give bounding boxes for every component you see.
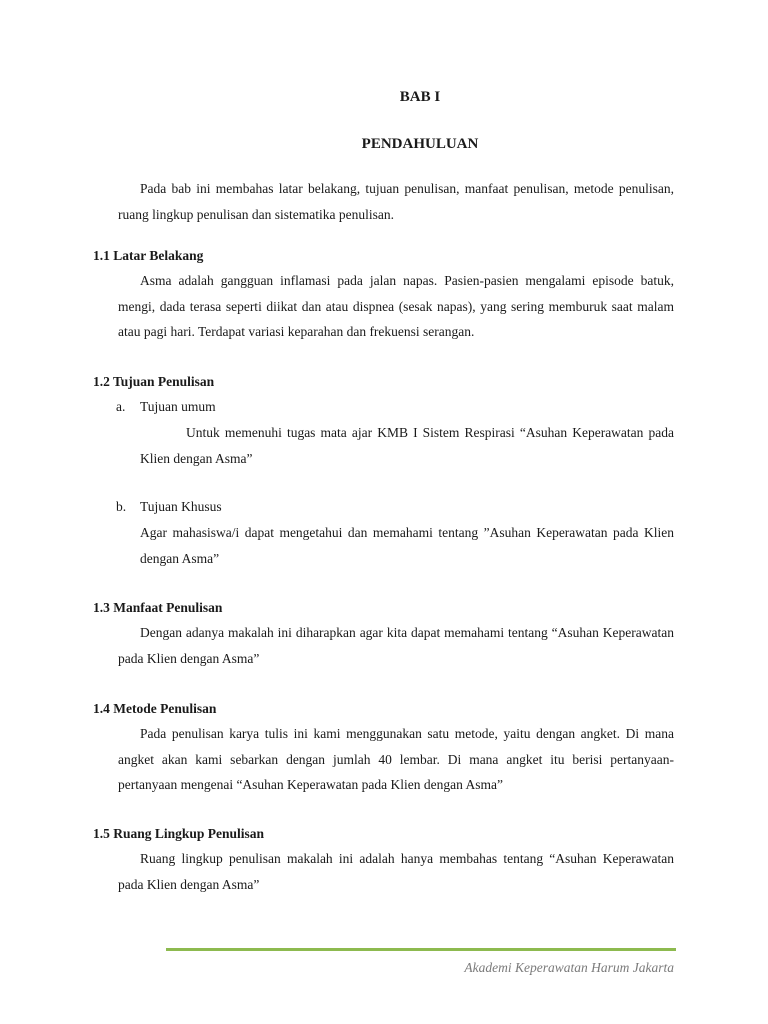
- tujuan-khusus-label: Tujuan Khusus: [140, 499, 222, 514]
- tujuan-umum-label: Tujuan umum: [140, 399, 216, 414]
- section-heading-ruang-lingkup: 1.5 Ruang Lingkup Penulisan: [93, 826, 265, 841]
- list-marker-a: a.: [116, 399, 126, 414]
- chapter-title: PENDAHULUAN: [361, 136, 479, 152]
- section-heading-metode: 1.4 Metode Penulisan: [93, 701, 217, 716]
- metode-paragraph: Pada penulisan karya tulis ini kami menggunakan satu metode, yaitu dengan angket. Di mana angket akan kami sebarkan dengan jumlah 40 lembar. Di mana angket itu berisi pertanyaan-pertanyaan mengenai “Asuhan Keperawatan pada Klien dengan Asma”: [118, 726, 674, 792]
- section-heading-latar-belakang: 1.1 Latar Belakang: [93, 248, 204, 263]
- intro-paragraph: Pada bab ini membahas latar belakang, tujuan penulisan, manfaat penulisan, metode penulisan, ruang lingkup penulisan dan sistematika penulisan.: [118, 181, 674, 222]
- ruang-lingkup-paragraph: Ruang lingkup penulisan makalah ini adalah hanya membahas tentang “Asuhan Keperawatan pada Klien dengan Asma”: [118, 851, 674, 892]
- footer-divider: [166, 948, 676, 951]
- chapter-number: BAB I: [399, 89, 441, 105]
- latar-belakang-paragraph: Asma adalah gangguan inflamasi pada jalan napas. Pasien-pasien mengalami episode batuk, mengi, dada terasa seperti diikat dan atau dispnea (sesak napas), yang sering memburuk saat malam atau pagi hari. Terdapat variasi keparahan dan frekuensi serangan.: [118, 273, 674, 339]
- footer-institution: Akademi Keperawatan Harum Jakarta: [464, 960, 674, 975]
- section-heading-tujuan: 1.2 Tujuan Penulisan: [93, 374, 215, 389]
- section-heading-manfaat: 1.3 Manfaat Penulisan: [93, 600, 223, 615]
- tujuan-khusus-paragraph: Agar mahasiswa/i dapat mengetahui dan memahami tentang ”Asuhan Keperawatan pada Klien dengan Asma”: [140, 525, 674, 566]
- list-marker-b: b.: [116, 499, 127, 514]
- manfaat-paragraph: Dengan adanya makalah ini diharapkan agar kita dapat memahami tentang “Asuhan Keperawatan pada Klien dengan Asma”: [118, 625, 674, 666]
- tujuan-umum-paragraph: Untuk memenuhi tugas mata ajar KMB I Sistem Respirasi “Asuhan Keperawatan pada Klien dengan Asma”: [140, 425, 674, 466]
